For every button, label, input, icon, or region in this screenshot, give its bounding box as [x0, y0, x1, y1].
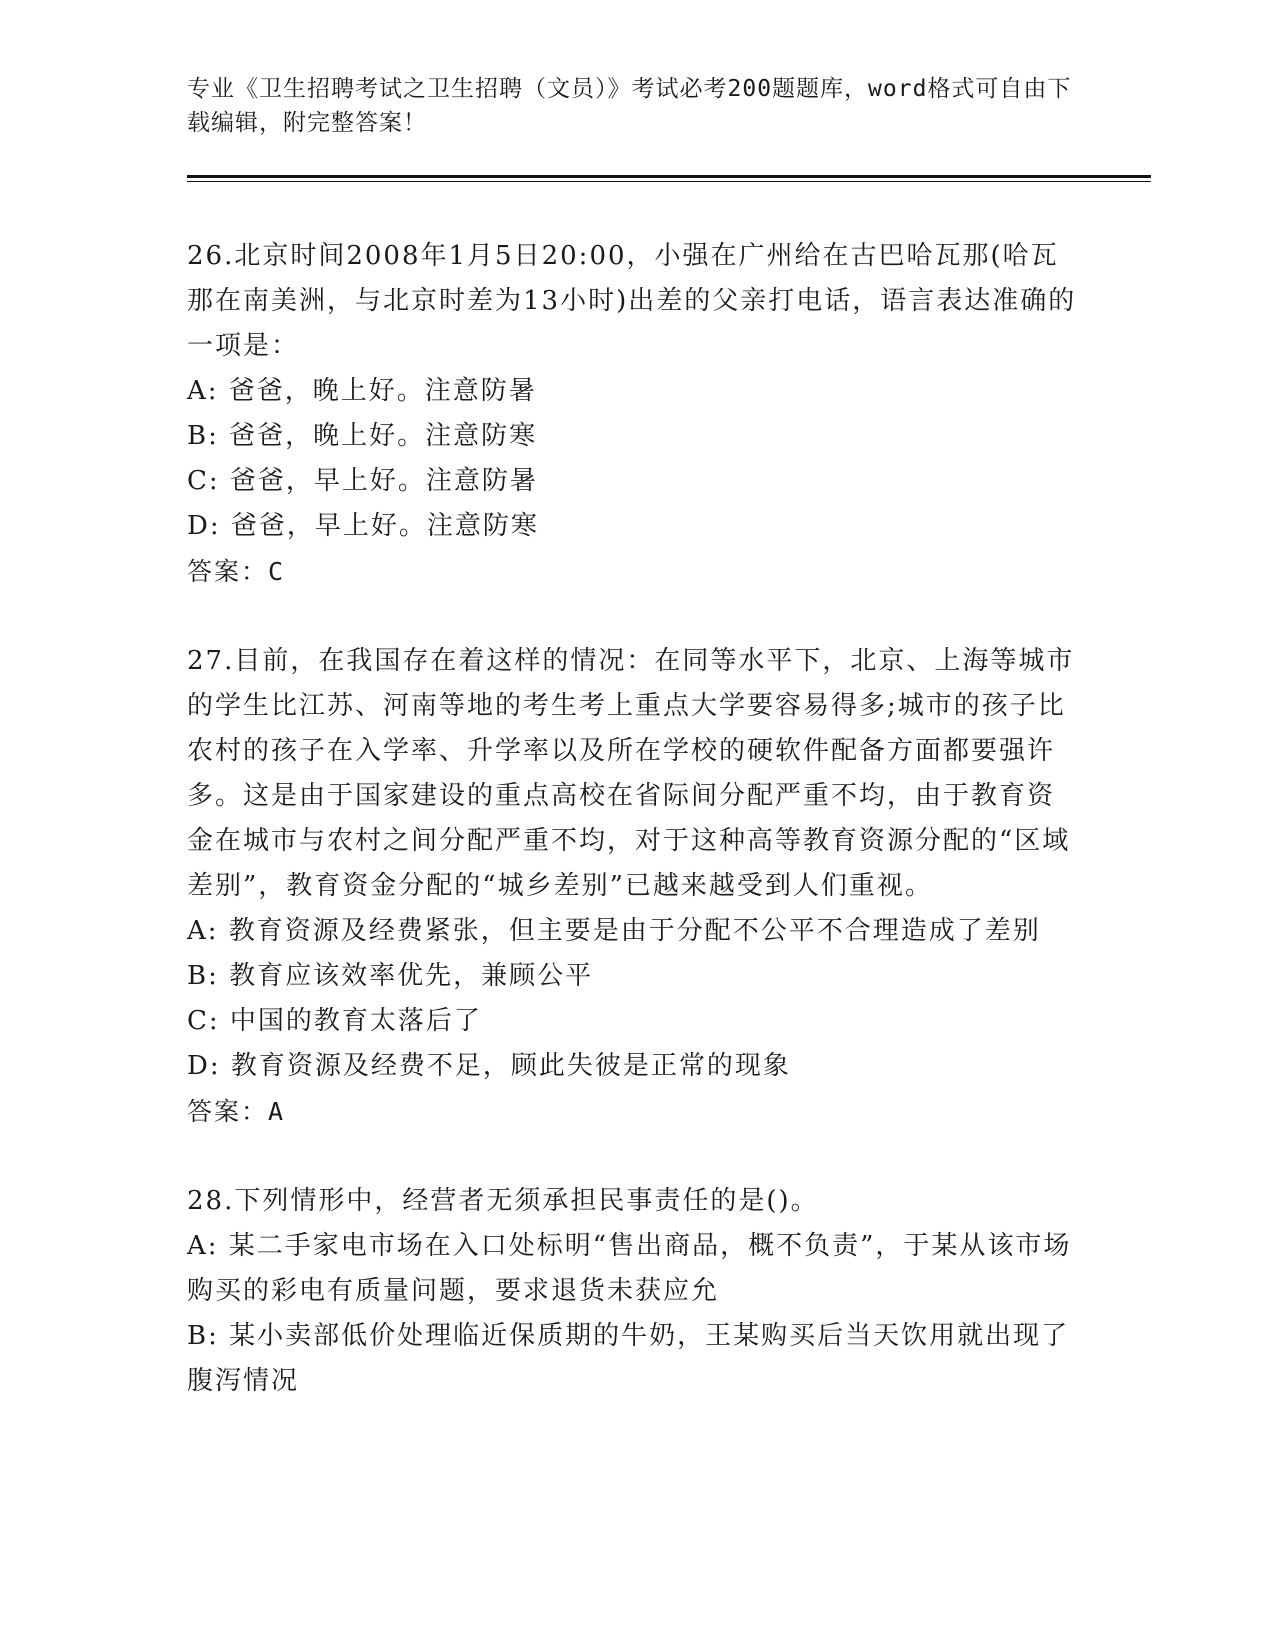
question-text: 28.下列情形中，经营者无须承担民事责任的是()。 — [187, 1186, 819, 1216]
answer-label: 答案： — [187, 557, 269, 586]
answer-value: C — [268, 557, 286, 586]
header-divider-thin — [187, 181, 1151, 182]
option-a: A: 爸爸，晚上好。注意防暑 — [187, 376, 537, 406]
header-divider-thick — [187, 175, 1151, 178]
question-list — [187, 234, 1077, 1449]
question-28 — [187, 1179, 1077, 1404]
option-d: D: 教育资源及经费不足，顾此失彼是正常的现象 — [187, 1051, 791, 1081]
answer-line — [187, 1089, 1077, 1134]
option-a: A: 教育资源及经费紧张，但主要是由于分配不公平不合理造成了差别 — [187, 916, 1041, 946]
question-text: 27.目前，在我国存在着这样的情况：在同等水平下，北京、上海等城市的学生比江苏、河南等地的考生考上重点大学要容易得多;城市的孩子比农村的孩子在入学率、升学率以及所在学校的硬软件配备方面都要强许多。这是由于国家建设的重点高校在省际间分配严重不均，由于教育资金在城市与农村之间分配严重不均，对于这种高等教育资源分配的“区域差别”，教育资金分配的“城乡差别”已越来越受到人们重视。 — [187, 646, 1075, 901]
option-d: D: 爸爸，早上好。注意防寒 — [187, 511, 539, 541]
option-c: C: 中国的教育太落后了 — [187, 1006, 482, 1036]
answer-value: A — [268, 1097, 286, 1126]
option-a: A: 某二手家电市场在入口处标明“售出商品，概不负责”，于某从该市场购买的彩电有质量问题，要求退货未获应允 — [187, 1231, 1072, 1306]
option-b: B: 爸爸，晚上好。注意防寒 — [187, 421, 538, 451]
answer-label: 答案： — [187, 1097, 269, 1126]
option-c: C: 爸爸，早上好。注意防暑 — [187, 466, 538, 496]
question-26 — [187, 234, 1077, 594]
question-27 — [187, 639, 1077, 1134]
question-text: 26.北京时间2008年1月5日20:00，小强在广州给在古巴哈瓦那(哈瓦那在南美洲，与北京时差为13小时)出差的父亲打电话，语言表达准确的一项是： — [187, 241, 1077, 361]
document-header: 专业《卫生招聘考试之卫生招聘（文员）》考试必考200题题库，word格式可自由下载编辑，附完整答案！ — [187, 76, 1072, 136]
answer-line — [187, 549, 1077, 594]
option-b: B: 教育应该效率优先，兼顾公平 — [187, 961, 594, 991]
option-b: B: 某小卖部低价处理临近保质期的牛奶，王某购买后当天饮用就出现了腹泻情况 — [187, 1321, 1070, 1396]
